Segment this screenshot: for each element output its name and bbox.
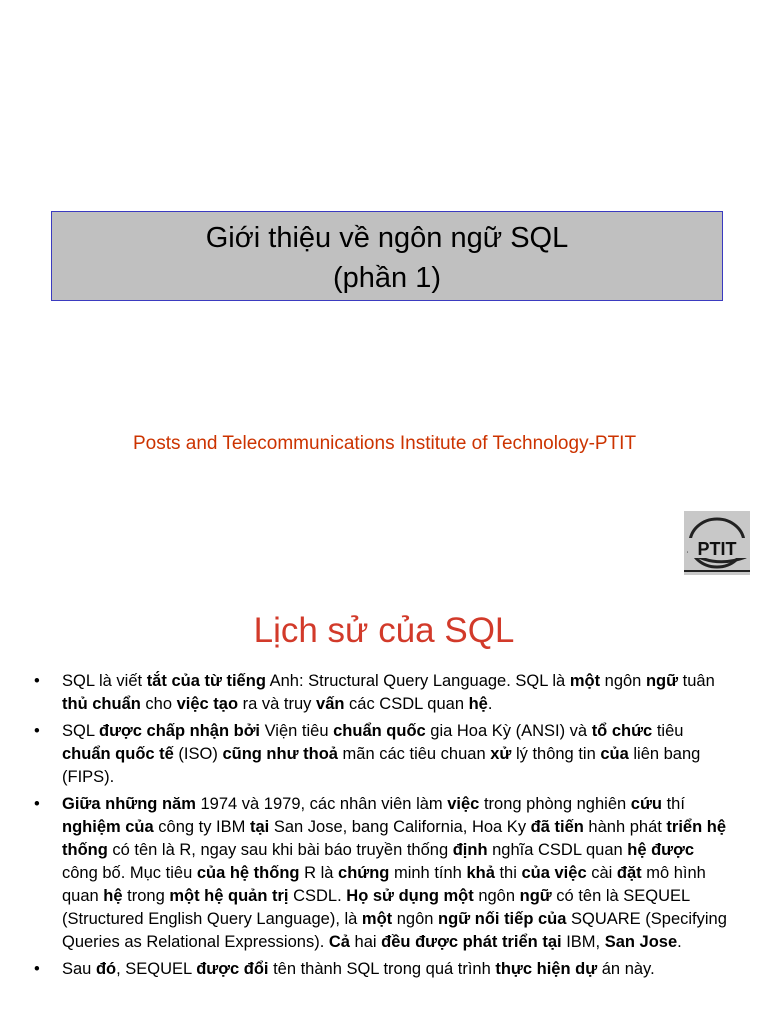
text: ngôn: [392, 910, 439, 928]
text: CSDL.: [288, 887, 347, 905]
text: nghĩa CSDL quan: [487, 841, 628, 859]
text: trong phòng nghiên: [479, 795, 631, 813]
bold-text: Họ sử dụng một: [346, 887, 474, 905]
text: ngôn: [600, 672, 646, 690]
text: cài: [586, 864, 617, 882]
bullet-marker: •: [34, 960, 40, 978]
bold-text: của: [600, 745, 629, 763]
bold-text: hệ: [468, 695, 488, 713]
text: ngôn: [473, 887, 520, 905]
bold-text: được chấp nhận bởi: [99, 722, 261, 740]
bullet-marker: •: [34, 722, 40, 740]
bold-text: ngữ: [645, 672, 679, 690]
bold-text: ngữ: [519, 887, 552, 905]
text: mô hình quan: [62, 864, 706, 905]
text: thí: [661, 795, 685, 813]
bold-text: đặt: [616, 864, 642, 882]
text: (ISO): [173, 745, 223, 763]
text: SQUARE (Specifying Queries as Relational Expressions).: [62, 910, 727, 951]
bold-text: một hệ quản trị: [169, 887, 289, 905]
text: trong: [122, 887, 170, 905]
text: 1974 và 1979, các nhân viên làm: [195, 795, 448, 813]
bold-text: một: [361, 910, 393, 928]
text: IBM,: [561, 933, 605, 951]
text: minh tính: [389, 864, 467, 882]
bullet-marker: •: [34, 795, 40, 813]
bold-text: vấn: [316, 695, 345, 713]
text: lý thông tin: [511, 745, 601, 763]
title-box: [51, 211, 723, 301]
ptit-logo-icon: [684, 511, 750, 575]
bold-text: một: [569, 672, 601, 690]
text: gia Hoa Kỳ (ANSI) và: [425, 722, 592, 740]
bold-text: tắt của từ tiếng: [146, 672, 266, 690]
text: R là: [299, 864, 339, 882]
bold-text: cũng như thoả: [222, 745, 338, 763]
title-line-1: Giới thiệu về ngôn ngữ SQL: [205, 222, 569, 254]
text: Anh: Structural Query Language. SQL là: [265, 672, 570, 690]
text: có tên là R, ngay sau khi bài báo truyền thống: [107, 841, 453, 859]
bold-text: thủ chuẩn: [62, 695, 141, 713]
bold-text: đó: [95, 960, 117, 978]
bullet-marker: •: [34, 672, 40, 690]
text: tuân: [678, 672, 715, 690]
bold-text: hệ: [103, 887, 123, 905]
bold-text: đã tiến: [530, 818, 584, 836]
text: San Jose, bang California, Hoa Ky: [269, 818, 531, 836]
logo-text: PTIT: [697, 539, 737, 559]
bold-text: việc tạo: [176, 695, 239, 713]
bold-text: chuẩn quốc: [333, 722, 426, 740]
bullet-item: [34, 958, 734, 981]
bold-text: khả: [466, 864, 495, 882]
text: , SEQUEL: [116, 960, 197, 978]
text: công bố. Mục tiêu: [62, 864, 197, 882]
bold-text: của việc: [521, 864, 587, 882]
text: ra và truy: [238, 695, 317, 713]
bullet-item: [34, 670, 734, 716]
section-heading: Lịch sử của SQL: [253, 611, 515, 650]
text: các CSDL quan: [344, 695, 469, 713]
bold-text: San Jose: [604, 933, 678, 951]
text: hành phát: [583, 818, 667, 836]
text: .: [487, 695, 493, 713]
text: mãn các tiêu chuan: [337, 745, 491, 763]
text: cho: [140, 695, 177, 713]
bold-text: được đổi: [196, 960, 269, 978]
bold-text: Giữa những năm: [62, 795, 196, 813]
text: SQL là viết: [62, 672, 147, 690]
bold-text: Cả: [328, 933, 350, 951]
bold-text: chuẩn quốc tế: [62, 745, 174, 763]
text: tiêu: [652, 722, 684, 740]
bold-text: việc: [447, 795, 480, 813]
bold-text: thực hiện dự: [495, 960, 598, 978]
bold-text: đều được phát triển tại: [381, 933, 562, 951]
bold-text: hệ được: [627, 841, 695, 859]
bold-text: ngữ nối tiếp của: [438, 910, 567, 928]
text: có tên là SEQUEL (Structured English Query Language), là: [62, 887, 690, 928]
bold-text: chứng: [338, 864, 390, 882]
text: Viện tiêu: [260, 722, 334, 740]
bold-text: của hệ thống: [196, 864, 300, 882]
bullet-item: [34, 793, 734, 954]
text: công ty IBM: [153, 818, 250, 836]
bold-text: xử: [490, 745, 512, 763]
text: SQL: [62, 722, 99, 740]
bullet-item: [34, 720, 734, 789]
bold-text: định: [452, 841, 488, 859]
text: Sau: [62, 960, 96, 978]
bold-text: triển hệ thống: [62, 818, 727, 859]
text: thi: [494, 864, 522, 882]
text: tên thành SQL trong quá trình: [268, 960, 496, 978]
text: .: [677, 933, 682, 951]
bold-text: nghiệm của: [62, 818, 154, 836]
bold-text: tổ chức: [591, 722, 653, 740]
bold-text: tại: [249, 818, 270, 836]
text: hai: [349, 933, 382, 951]
institute-name: Posts and Telecommunications Institute of Technology-PTIT: [133, 433, 637, 454]
title-line-2: (phần 1): [332, 262, 441, 294]
bold-text: cứu: [630, 795, 662, 813]
text: liên bang (FIPS).: [62, 745, 701, 786]
text: án này.: [597, 960, 655, 978]
bullet-list: [34, 670, 734, 985]
